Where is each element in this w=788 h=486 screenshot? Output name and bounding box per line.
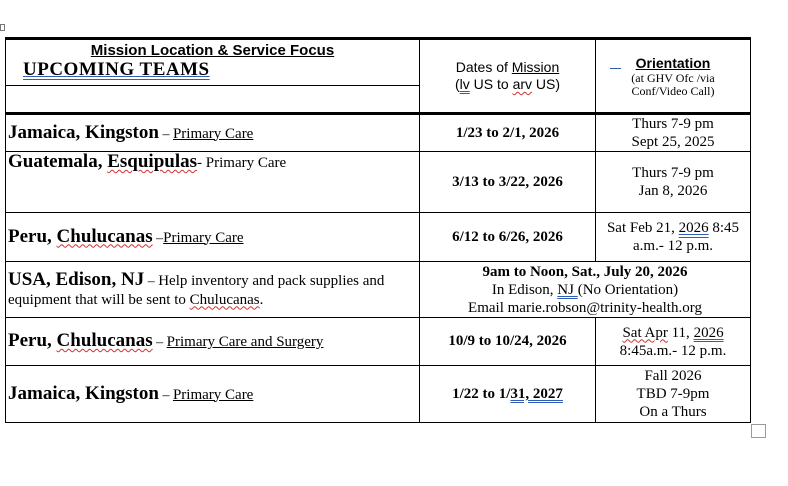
table-row (6, 262, 751, 318)
row-dates: 10/9 to 10/24, 2026 (420, 318, 596, 366)
header-location-title: Mission Location & Service Focus (90, 42, 335, 59)
row-orientation: Fall 2026 TBD 7-9pm On a Thurs (596, 366, 751, 423)
header-orientation-title: Orientation (635, 54, 711, 71)
header-dates-title: Dates of Mission (455, 59, 560, 75)
table-row (6, 366, 751, 423)
header-dates-subtitle: (lv US to arv US) (454, 76, 561, 92)
row-location: USA, Edison, NJ – Help inventory and pack supplies and equipment that will be sent to Chulucanas. (6, 262, 420, 318)
row-dates: 6/12 to 6/26, 2026 (420, 213, 596, 262)
row-orientation: Thurs 7-9 pm Jan 8, 2026 (596, 152, 751, 213)
header-orientation-sub-2: Conf/Video Call) (631, 83, 715, 98)
table-move-handle[interactable] (0, 24, 5, 31)
row-dates: 3/13 to 3/22, 2026 (420, 152, 596, 213)
table-row (6, 318, 751, 366)
row-orientation: Sat Feb 21, 2026 8:45 a.m.- 12 p.m. (596, 213, 751, 262)
header-divider (6, 85, 419, 86)
row-orientation: Sat Apr 11, 2026 8:45a.m.- 12 p.m. (596, 318, 751, 366)
header-cell-orientation (596, 39, 751, 114)
header-orientation-sub-1: (at GHV Ofc /via (631, 70, 715, 85)
row-location: Jamaica, Kingston – Primary Care (6, 366, 420, 423)
table-row (6, 114, 751, 152)
table-row (6, 213, 751, 262)
table-row (6, 152, 751, 213)
table-header-row (6, 39, 751, 114)
header-cell-location (6, 39, 420, 114)
contact-email: Email marie.robson@trinity-health.org (468, 299, 702, 316)
header-upcoming-teams: UPCOMING TEAMS (23, 59, 210, 80)
row-dates: 1/22 to 1/31, 2027 (420, 366, 596, 423)
row-dates: 1/23 to 2/1, 2026 (420, 114, 596, 152)
upcoming-teams-table (5, 37, 751, 423)
row-dates-combined: 9am to Noon, Sat., July 20, 2026 In Edison, NJ (No Orientation) Email marie.robson@trinity-health.org (420, 262, 751, 318)
row-orientation: Thurs 7-9 pm Sept 25, 2025 (596, 114, 751, 152)
header-cell-dates (420, 39, 596, 114)
row-location: Peru, Chulucanas – Primary Care and Surgery (6, 318, 420, 366)
row-location: Jamaica, Kingston – Primary Care (6, 114, 420, 152)
row-location: Peru, Chulucanas –Primary Care (6, 213, 420, 262)
table-resize-handle[interactable] (751, 424, 766, 438)
grammar-mark (610, 68, 621, 69)
row-location: Guatemala, Esquipulas- Primary Care (6, 152, 420, 213)
